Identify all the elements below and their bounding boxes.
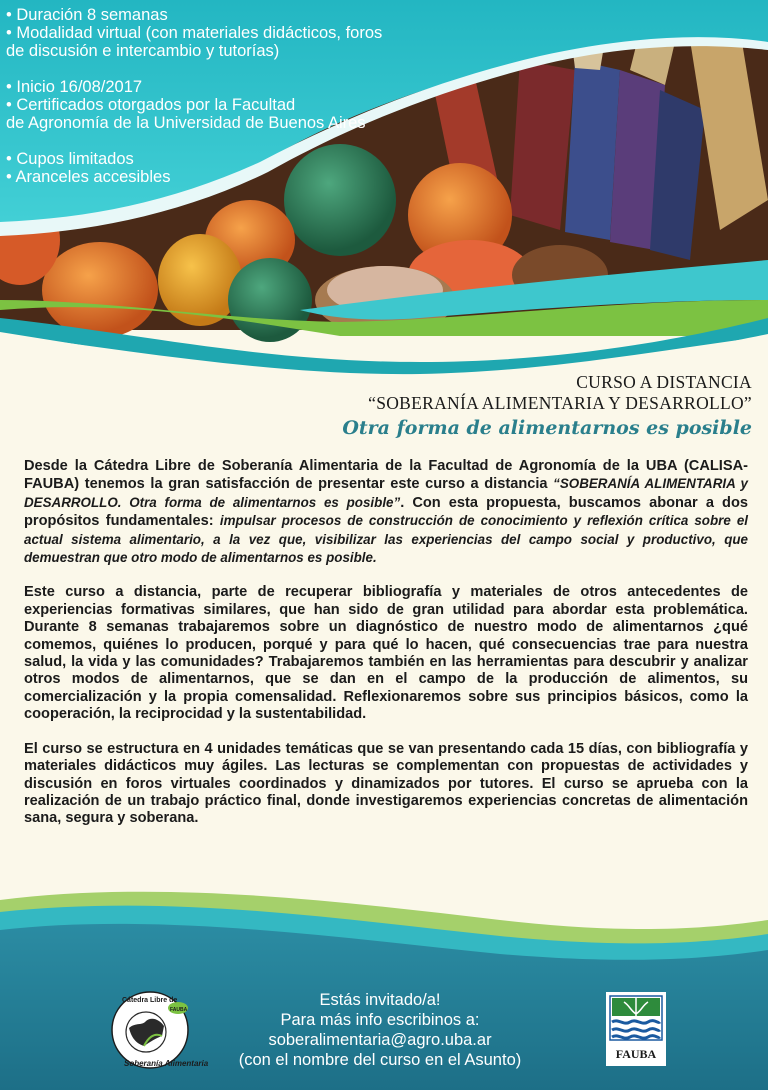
intro-text-c: . Con esta propuesta, buscamos abonar a dos propósitos fundamentales:: [24, 494, 748, 530]
contact-email[interactable]: soberalimentaria@agro.uba.ar: [268, 1031, 492, 1049]
list-spacer: [6, 132, 476, 150]
intro-text-a: Desde la Cátedra Libre de Soberanía Alimentaria de la Facultad de Agronomía de la UBA (CALISA-FAUBA) tenemos la gran satisfacción de presentar este curso a distancia: [24, 458, 748, 493]
info-item: • Duración 8 semanas: [6, 6, 168, 24]
course-heading: [342, 372, 752, 440]
intro-course-name: “SOBERANÍA ALIMENTARIA y DESARROLLO. Otra forma de alimentarnos es posible”: [24, 476, 749, 510]
course-title: “SOBERANÍA ALIMENTARIA Y DESARROLLO”: [368, 393, 752, 413]
course-type: CURSO A DISTANCIA: [576, 372, 752, 392]
paragraph-structure: El curso se estructura en 4 unidades temáticas que se van presentando cada 15 días, con bibliografía y materiales didácticos muy ágiles. Las lecturas se complementan con propuestas de actividades y discusión en foros virtuales coordinados y dinamizados por tutores. El curso se aprueba con la realización de un trabajo práctico final, donde investigaremos experiencias concretas de alimentación sana, segura y soberana.: [24, 740, 748, 827]
course-tagline: Otra forma de alimentarnos es posible: [342, 417, 752, 439]
logo-text-ring: Soberanía Alimentaria: [124, 1059, 209, 1068]
info-item: • Aranceles accesibles: [6, 168, 171, 186]
paragraph-intro: [24, 458, 748, 567]
fauba-logo-label: FAUBA: [615, 1047, 657, 1061]
intro-purposes: impulsar procesos de construcción de conocimiento y reflexión crítica sobre el actual sistema alimentario, a la vez que, visibilizar las experiencias del campo social y productivo, que demuestran que otro modo de alimentarnos es posible.: [24, 513, 748, 566]
logo-text-top: Cátedra Libre de: [122, 997, 178, 1004]
fauba-logo: [606, 992, 666, 1066]
info-item: • Certificados otorgados por la Facultad: [6, 96, 296, 114]
invitation-text: Estás invitado/a!: [319, 991, 441, 1009]
footer-contact: [200, 990, 560, 1070]
contact-prompt: Para más info escribinos a:: [280, 1011, 480, 1029]
list-spacer: [6, 60, 476, 78]
course-description: [24, 458, 748, 845]
info-item: de discusión e intercambio y tutorías): [6, 42, 280, 60]
contact-note: (con el nombre del curso en el Asunto): [238, 1051, 522, 1069]
info-item: • Cupos limitados: [6, 150, 134, 168]
info-item: • Inicio 16/08/2017: [6, 78, 143, 96]
info-item: • Modalidad virtual (con materiales didácticos, foros: [6, 24, 383, 42]
logo-badge-text: FAUBA: [170, 1007, 188, 1013]
catedra-logo: [104, 986, 209, 1070]
paragraph-content: Este curso a distancia, parte de recuperar bibliografía y materiales de otros antecedentes de experiencias formativas similares, que han sido de gran utilidad para abordar esta problemática. Durante 8 semanas trabajaremos sobre un diagnóstico de nuestro modo de alimentarnos ¿qué comemos, quiénes lo producen, porqué y para qué lo hacen, qué consecuencias trae para nuestra salud, la vida y las comunidades? Trabajaremos también en las herramientas para descubrir y analizar otros modos de alimentarnos, que se dan en el campo de la producción de alimentos, su comercialización y la propia comensalidad. Reflexionaremos sobre sus principios básicos, como la cooperación, la reciprocidad y la sustentabilidad.: [24, 584, 748, 723]
info-item: de Agronomía de la Universidad de Buenos Aires: [6, 114, 366, 132]
course-info-list: [6, 6, 476, 186]
